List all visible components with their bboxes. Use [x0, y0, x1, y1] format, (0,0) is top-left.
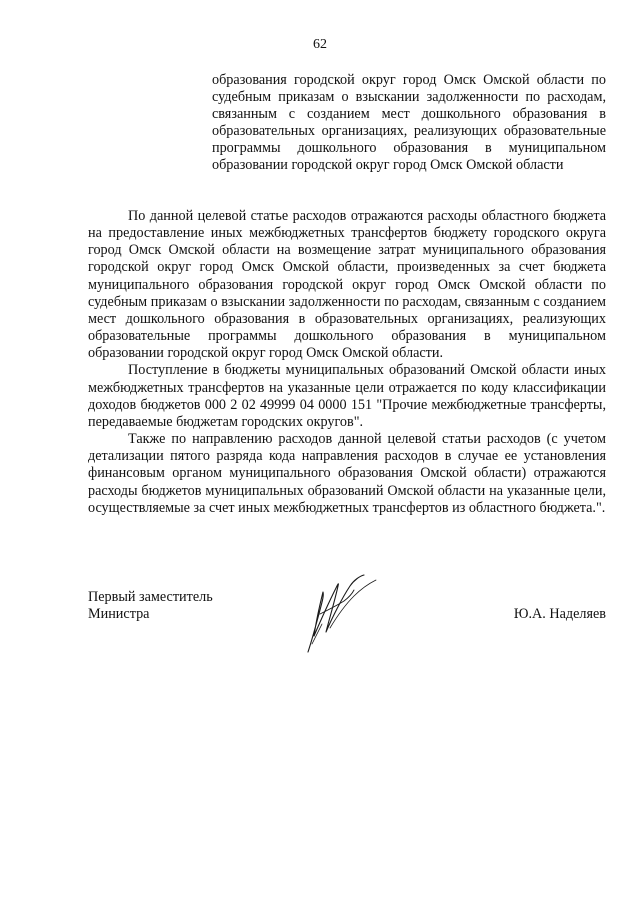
- handwritten-signature-icon: [302, 570, 382, 656]
- document-body: [88, 208, 606, 517]
- signatory-position: [88, 589, 213, 624]
- signatory-name: Ю.А. Наделяев: [513, 606, 606, 622]
- page-number: 62: [313, 37, 327, 52]
- body-paragraph: По данной целевой статье расходов отражаются расходы областного бюджета на предоставление иных межбюджетных трансфертов бюджету городского округа город Омск Омской области на возмещение затрат муниципального образования городской округ город Омск Омской области, произведенных за счет бюджета муниципального образования городской округ город Омск Омской области по судебным приказам о взыскании задолженности по расходам, связанным с созданием мест дошкольного образования в образовательных организациях, реализующих образовательные программы дошкольного образования в муниципальном образовании городской округ город Омск Омской области.: [88, 208, 606, 362]
- body-paragraph: Также по направлению расходов данной целевой статьи расходов (с учетом детализации пятого разряда кода направления расходов в случае ее установления финансовым органом муниципального образования Омской области) отражаются расходы бюджетов муниципальных образований Омской области на указанные цели, осуществляемые за счет иных межбюджетных трансфертов из областного бюджета.".: [88, 431, 606, 516]
- signatory-position-line: Первый заместитель: [88, 589, 213, 605]
- signatory-position-line: Министра: [88, 606, 150, 623]
- body-paragraph: Поступление в бюджеты муниципальных образований Омской области иных межбюджетных трансфертов на указанные цели отражается по коду классификации доходов бюджетов 000 2 02 49999 04 0000 151 "Прочие межбюджетные трансферты, передаваемые бюджетам городских округов".: [88, 362, 606, 430]
- target-article-heading: образования городской округ город Омск Омской области по судебным приказам о взыскании задолженности по расходам, связанным с созданием мест дошкольного образования в образовательных организациях, реализующих образовательные программы дошкольного образования в муниципальном образовании городской округ город Омск Омской области: [212, 72, 606, 174]
